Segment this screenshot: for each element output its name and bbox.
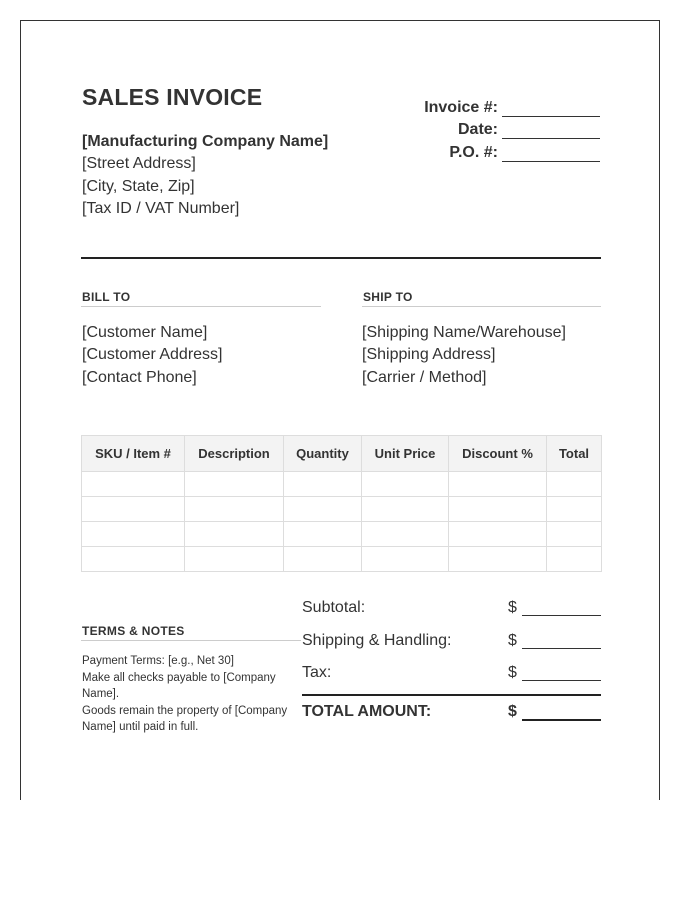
table-row <box>82 547 602 572</box>
tax-label: Tax: <box>302 664 332 681</box>
table-cell[interactable] <box>284 547 362 572</box>
terms-checks: Make all checks payable to [Company Name]. <box>82 671 276 700</box>
terms-ownership: Goods remain the property of [Company Name] until paid in full. <box>82 704 288 733</box>
table-cell[interactable] <box>449 497 547 522</box>
table-row <box>82 522 602 547</box>
shipping-line[interactable] <box>522 648 601 649</box>
table-cell[interactable] <box>547 497 602 522</box>
col-quantity: Quantity <box>284 436 362 472</box>
date-line[interactable] <box>502 124 600 139</box>
table-cell[interactable] <box>449 547 547 572</box>
bill-to-rule <box>81 306 321 307</box>
table-cell[interactable] <box>82 472 185 497</box>
tax-currency: $ <box>508 664 517 681</box>
total-amount-label: TOTAL AMOUNT: <box>302 703 432 720</box>
tax-line[interactable] <box>522 680 601 681</box>
subtotal-label: Subtotal: <box>302 599 366 616</box>
total-amount-currency: $ <box>508 703 517 720</box>
terms-rule <box>81 640 301 641</box>
table-cell[interactable] <box>284 472 362 497</box>
date-field[interactable] <box>458 121 600 139</box>
line-items-table <box>81 435 602 572</box>
company-name: [Manufacturing Company Name] <box>82 133 329 150</box>
table-cell[interactable] <box>185 522 284 547</box>
ship-to-name: [Shipping Name/Warehouse] <box>362 324 566 341</box>
po-number-label: P.O. #: <box>449 144 498 161</box>
table-cell[interactable] <box>362 472 449 497</box>
po-number-field[interactable] <box>449 144 600 162</box>
table-cell[interactable] <box>362 522 449 547</box>
table-cell[interactable] <box>82 547 185 572</box>
shipping-currency: $ <box>508 632 517 649</box>
company-tax-id: [Tax ID / VAT Number] <box>82 200 240 217</box>
table-cell[interactable] <box>547 547 602 572</box>
table-row <box>82 497 602 522</box>
bill-to-address: [Customer Address] <box>82 346 223 363</box>
subtotal-line[interactable] <box>522 615 601 616</box>
company-street: [Street Address] <box>82 155 196 172</box>
col-discount: Discount % <box>449 436 547 472</box>
bill-to-phone: [Contact Phone] <box>82 369 197 386</box>
invoice-page <box>20 20 660 800</box>
col-unit-price: Unit Price <box>362 436 449 472</box>
terms-heading: TERMS & NOTES <box>82 624 185 638</box>
table-cell[interactable] <box>547 472 602 497</box>
terms-payment: Payment Terms: [e.g., Net 30] <box>82 655 234 667</box>
company-city: [City, State, Zip] <box>82 178 195 195</box>
terms-text <box>82 653 302 736</box>
header-divider <box>81 257 601 259</box>
table-cell[interactable] <box>449 472 547 497</box>
ship-to-rule <box>362 306 601 307</box>
table-cell[interactable] <box>185 547 284 572</box>
subtotal-currency: $ <box>508 599 517 616</box>
invoice-title: SALES INVOICE <box>82 84 263 110</box>
table-cell[interactable] <box>82 497 185 522</box>
invoice-number-line[interactable] <box>502 102 600 117</box>
table-header-row <box>82 436 602 472</box>
table-cell[interactable] <box>284 497 362 522</box>
invoice-number-field[interactable] <box>424 99 600 117</box>
po-number-line[interactable] <box>502 147 600 162</box>
table-cell[interactable] <box>547 522 602 547</box>
invoice-number-label: Invoice #: <box>424 99 498 116</box>
ship-to-address: [Shipping Address] <box>362 346 496 363</box>
date-label: Date: <box>457 121 498 138</box>
ship-to-carrier: [Carrier / Method] <box>362 369 487 386</box>
bill-to-name: [Customer Name] <box>82 324 208 341</box>
table-cell[interactable] <box>82 522 185 547</box>
table-cell[interactable] <box>449 522 547 547</box>
col-sku: SKU / Item # <box>82 436 185 472</box>
total-amount-line[interactable] <box>522 719 601 721</box>
shipping-label: Shipping & Handling: <box>302 632 452 649</box>
table-cell[interactable] <box>185 497 284 522</box>
table-cell[interactable] <box>185 472 284 497</box>
table-cell[interactable] <box>284 522 362 547</box>
table-row <box>82 472 602 497</box>
col-total: Total <box>547 436 602 472</box>
bill-to-heading: BILL TO <box>82 290 131 304</box>
col-description: Description <box>185 436 284 472</box>
totals-divider <box>302 694 601 696</box>
table-cell[interactable] <box>362 547 449 572</box>
table-cell[interactable] <box>362 497 449 522</box>
ship-to-heading: SHIP TO <box>363 290 413 304</box>
